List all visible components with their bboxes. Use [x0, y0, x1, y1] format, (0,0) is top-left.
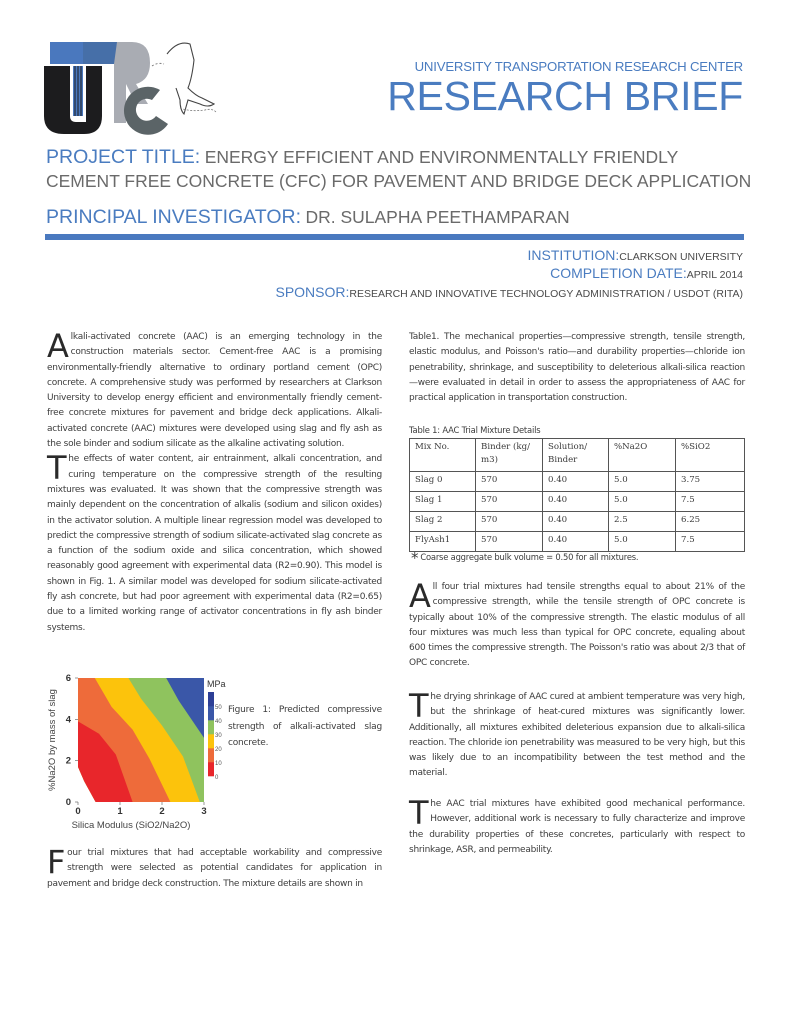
- y-tick-label: 6: [65, 673, 71, 684]
- y-tick-label: 4: [65, 714, 71, 726]
- table-footnote: [411, 549, 638, 567]
- table-header-cell: Binder (kg/ m3): [476, 439, 543, 472]
- completion-date: [550, 265, 743, 283]
- utrc-logo: [40, 38, 280, 138]
- table-cell: 570: [476, 492, 543, 512]
- table-cell: 0.40: [543, 532, 609, 552]
- asterisk-icon: *: [411, 549, 419, 567]
- document-title: RESEARCH BRIEF: [387, 73, 743, 119]
- paragraph-intro: [47, 327, 382, 452]
- paragraph-shrinkage: [409, 687, 745, 782]
- table-cell: 0.40: [543, 512, 609, 532]
- right-column-results: [409, 577, 745, 672]
- paragraph-tensile: [409, 577, 745, 672]
- colorbar-segment: [208, 720, 214, 734]
- table-header-row: [410, 439, 745, 472]
- drop-cap: T: [409, 687, 429, 725]
- colorbar-label: MPa: [207, 679, 226, 689]
- drop-cap: A: [47, 327, 69, 365]
- pi-value: DR. SULAPHA PEETHAMPARAN: [305, 207, 570, 227]
- table-cell: Slag 1: [410, 492, 476, 512]
- right-column-shrinkage: [409, 687, 745, 782]
- y-tick-label: 2: [65, 755, 71, 767]
- paragraph-conclusion: [409, 794, 745, 858]
- paragraph-trial-mixtures: [47, 843, 382, 892]
- x-tick-label: 2: [159, 806, 165, 817]
- institution: [528, 247, 743, 265]
- table-row: [410, 472, 745, 492]
- colorbar-tick-label: 50: [215, 705, 222, 711]
- drop-cap: F: [47, 843, 66, 881]
- table-header-cell: Mix No.: [410, 439, 476, 472]
- x-tick-label: 1: [117, 806, 123, 817]
- paragraph-text: our trial mixtures that had acceptable workability and compressive strength were selected as potential candidates for application in pavement and bridge deck construction. The mixture details are shown in: [47, 848, 382, 889]
- table-cell: 5.0: [609, 492, 676, 512]
- table-cell: 0.40: [543, 472, 609, 492]
- colorbar-tick-label: 10: [215, 761, 222, 767]
- table-cell: 5.0: [609, 472, 676, 492]
- table-cell: 7.5: [676, 492, 745, 512]
- drop-cap: T: [409, 794, 429, 832]
- right-column-conclusion: [409, 794, 745, 858]
- colorbar-tick-label: 0: [215, 775, 219, 781]
- mixture-table: [409, 438, 745, 552]
- table-header-cell: %Na2O: [609, 439, 676, 472]
- completion-value: APRIL 2014: [686, 269, 743, 281]
- table-header-cell: %SiO2: [676, 439, 745, 472]
- institution-value: CLARKSON UNIVERSITY: [619, 251, 743, 263]
- colorbar-tick-label: 30: [215, 733, 222, 739]
- table-cell: 2.5: [609, 512, 676, 532]
- table-cell: 570: [476, 472, 543, 492]
- pi-label: PRINCIPAL INVESTIGATOR:: [46, 206, 301, 228]
- paragraph-properties: Table1. The mechanical properties—compressive strength, tensile strength, elastic modulus, and Poisson's ratio—and durability properties—chloride ion penetrability, shrinkage, and susceptibility to deleterious alkali-silica reaction—were evaluated in detail in order to assess the appropriateness of AAC for practical application in transportation construction.: [409, 332, 745, 404]
- table-title: Table 1: AAC Trial Mixture Details: [409, 425, 541, 435]
- x-tick-label: 3: [201, 806, 207, 817]
- figure-1-contour-chart: [44, 670, 234, 835]
- right-column-intro: [409, 330, 745, 406]
- table-cell: 6.25: [676, 512, 745, 532]
- table-cell: 7.5: [676, 532, 745, 552]
- colorbar-tick-label: 20: [215, 747, 222, 753]
- colorbar-segment: [208, 734, 214, 748]
- colorbar-segment: [208, 706, 214, 720]
- paragraph-text: lkali-activated concrete (AAC) is an emerging technology in the construction materials sector. Cement-free AAC is a promising environmentally-friendly alternative to ordinary portland cement (OPC) concrete. A comprehensive study was performed by researchers at Clarkson University to develop energy efficient and environmentally friendly cement-free concrete mixtures for pavement and bridge deck applications. Alkali-activated concrete (AAC) mixtures were developed using slag and fly ash as the sole binder and sodium silicate as the alkaline activating solution.: [47, 332, 382, 450]
- table-cell: 570: [476, 532, 543, 552]
- project-title-value: ENERGY EFFICIENT AND ENVIRONMENTALLY FRIENDLY CEMENT FREE CONCRETE (CFC) FOR PAVEMENT AND BRIDGE DECK APPLICATION: [46, 147, 752, 191]
- table-footnote-text: Coarse aggregate bulk volume = 0.50 for all mixtures.: [420, 552, 639, 562]
- drop-cap: A: [409, 577, 431, 615]
- paragraph-text: he effects of water content, air entrainment, alkali concentration, and curing temperature on the compressive strength of the resulting mixtures was evaluated. It was shown that the compressive strength was mainly dependent on the concentration of alkalis (sodium and silicon oxides) in the activator solution. A multiple linear regression model was developed to predict the compressive strength of sodium silicate-activated slag concrete as a function of the sodium oxide and silica concentration, which showed reasonably good agreement with experimental data (R2=0.90). This model is shown in Fig. 1. A similar model was developed for sodium silicate-activated fly ash concrete, but had poor agreement with experimental data (R2=0.65) due to a limited working range of activator concentrations in fly ash binder systems.: [47, 454, 382, 633]
- paragraph-text: he drying shrinkage of AAC cured at ambient temperature was very high, but the shrinkage of heat-cured mixtures was significantly lower. Additionally, all mixtures exhibited deleterious expansion due to alkali-silica reaction. The chloride ion penetrability was measured to be very high, but this was likely due to an incompatibility between the test method and the material.: [409, 692, 745, 779]
- table-row: [410, 492, 745, 512]
- x-tick-label: 0: [75, 806, 81, 817]
- colorbar-segment: [208, 748, 214, 762]
- sponsor-label: SPONSOR:: [275, 284, 350, 300]
- y-axis-label: %Na2O by mass of slag: [47, 689, 58, 791]
- paragraph-text: he AAC trial mixtures have exhibited good mechanical performance. However, additional work is necessary to fully characterize and improve the durability properties of these concretes, particularly with respect to shrinkage, ASR, and permeability.: [409, 799, 745, 855]
- sponsor-value: RESEARCH AND INNOVATIVE TECHNOLOGY ADMINISTRATION / USDOT (RITA): [349, 288, 743, 300]
- left-column-top: [47, 327, 382, 636]
- colorbar-tick-label: 40: [215, 719, 222, 725]
- y-tick-label: 0: [65, 797, 71, 808]
- institution-label: INSTITUTION:: [527, 247, 620, 263]
- colorbar-segment: [208, 762, 214, 776]
- table-cell: 570: [476, 512, 543, 532]
- table-cell: FlyAsh1: [410, 532, 476, 552]
- figure-caption: Figure 1: Predicted compressive strength of alkali-activated slag concrete.: [228, 705, 382, 748]
- table-cell: Slag 0: [410, 472, 476, 492]
- table-cell: 0.40: [543, 492, 609, 512]
- table-cell: 3.75: [676, 472, 745, 492]
- paragraph-effects: [47, 449, 382, 636]
- table-row: [410, 512, 745, 532]
- principal-investigator: [46, 206, 570, 229]
- table-header-cell: Solution/ Binder: [543, 439, 609, 472]
- sponsor: [275, 284, 743, 302]
- left-column-bottom: [47, 843, 382, 892]
- completion-label: COMPLETION DATE:: [550, 265, 687, 281]
- header-divider: [45, 234, 744, 240]
- table-cell: 5.0: [609, 532, 676, 552]
- project-title-label: PROJECT TITLE:: [46, 146, 201, 168]
- x-axis-label: Silica Modulus (SiO2/Na2O): [71, 820, 191, 831]
- project-title: [46, 146, 756, 194]
- colorbar-segment: [208, 692, 214, 706]
- paragraph-text: ll four trial mixtures had tensile strengths equal to about 21% of the compressive strength, while the tensile strength of OPC concrete is typically about 10% of the compressive strength. The elastic modulus of all four mixtures was much less than typical for OPC concrete, equaling about 600 times the compressive strength. The Poisson's ratio was about 2/3 that of OPC concrete.: [409, 582, 745, 669]
- table-cell: Slag 2: [410, 512, 476, 532]
- drop-cap: T: [47, 449, 67, 488]
- organization-name: UNIVERSITY TRANSPORTATION RESEARCH CENTER: [414, 59, 743, 74]
